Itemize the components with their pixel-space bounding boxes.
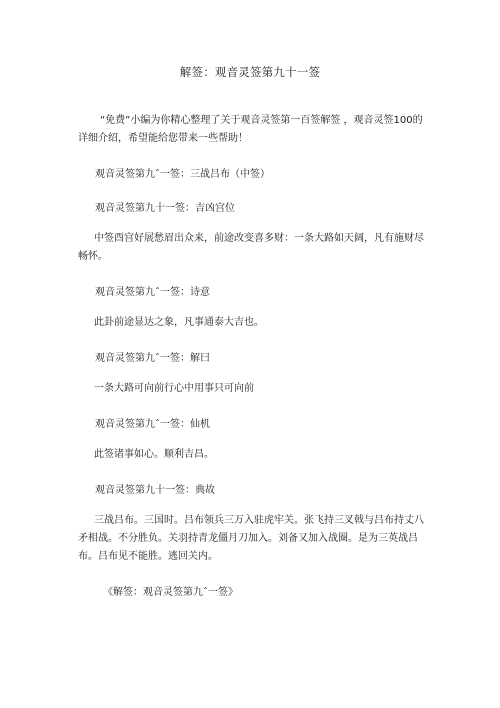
heading-oracle: 观音灵签第九ˆ一签：仙机 [95,419,210,430]
heading-story: 观音灵签第九十一签：典故 [95,485,215,496]
footer-quote: 《解签：观音灵签第九ˆ一签》 [103,587,238,598]
poem-meaning-paragraph: 此卦前途显达之象，凡事通泰大吉也。 [94,317,264,328]
heading-poem-meaning: 观音灵签第九ˆ一签：诗意 [95,287,210,298]
heading-interpretation: 观音灵签第九ˆ一签：解曰 [95,353,210,364]
intro-paragraph: “免费”小编为你精心整理了关于观音灵签第一百签解签 ，观音灵签100的详细介绍，希望能给您带来一些帮助！ [78,115,423,144]
interpretation-paragraph: 一条大路可向前行心中用事只可向前 [94,383,254,394]
page-title: 解签：观音灵签第九十一签 [179,65,321,79]
oracle-paragraph: 此签诸事如心。顺利吉昌。 [94,449,214,460]
heading-palace: 观音灵签第九十一签：吉凶宫位 [95,203,235,214]
story-paragraph: 三战吕布。三国时。吕布领兵三万入驻虎牢关。张飞持三叉戟与吕布持丈八矛相战。不分胜负。关羽持青龙僵月刀加入。刘备又加入战圈。是为三英战吕布。吕布见不能胜。逃回关内。 [78,515,424,562]
palace-paragraph: 中签酉宫好展愁眉出众来，前途改变喜多财：一条大路如天阔，凡有施财尽畅怀。 [78,233,424,262]
heading-sign-name: 观音灵签第九ˆ一签：三战吕布（中签） [95,169,270,180]
